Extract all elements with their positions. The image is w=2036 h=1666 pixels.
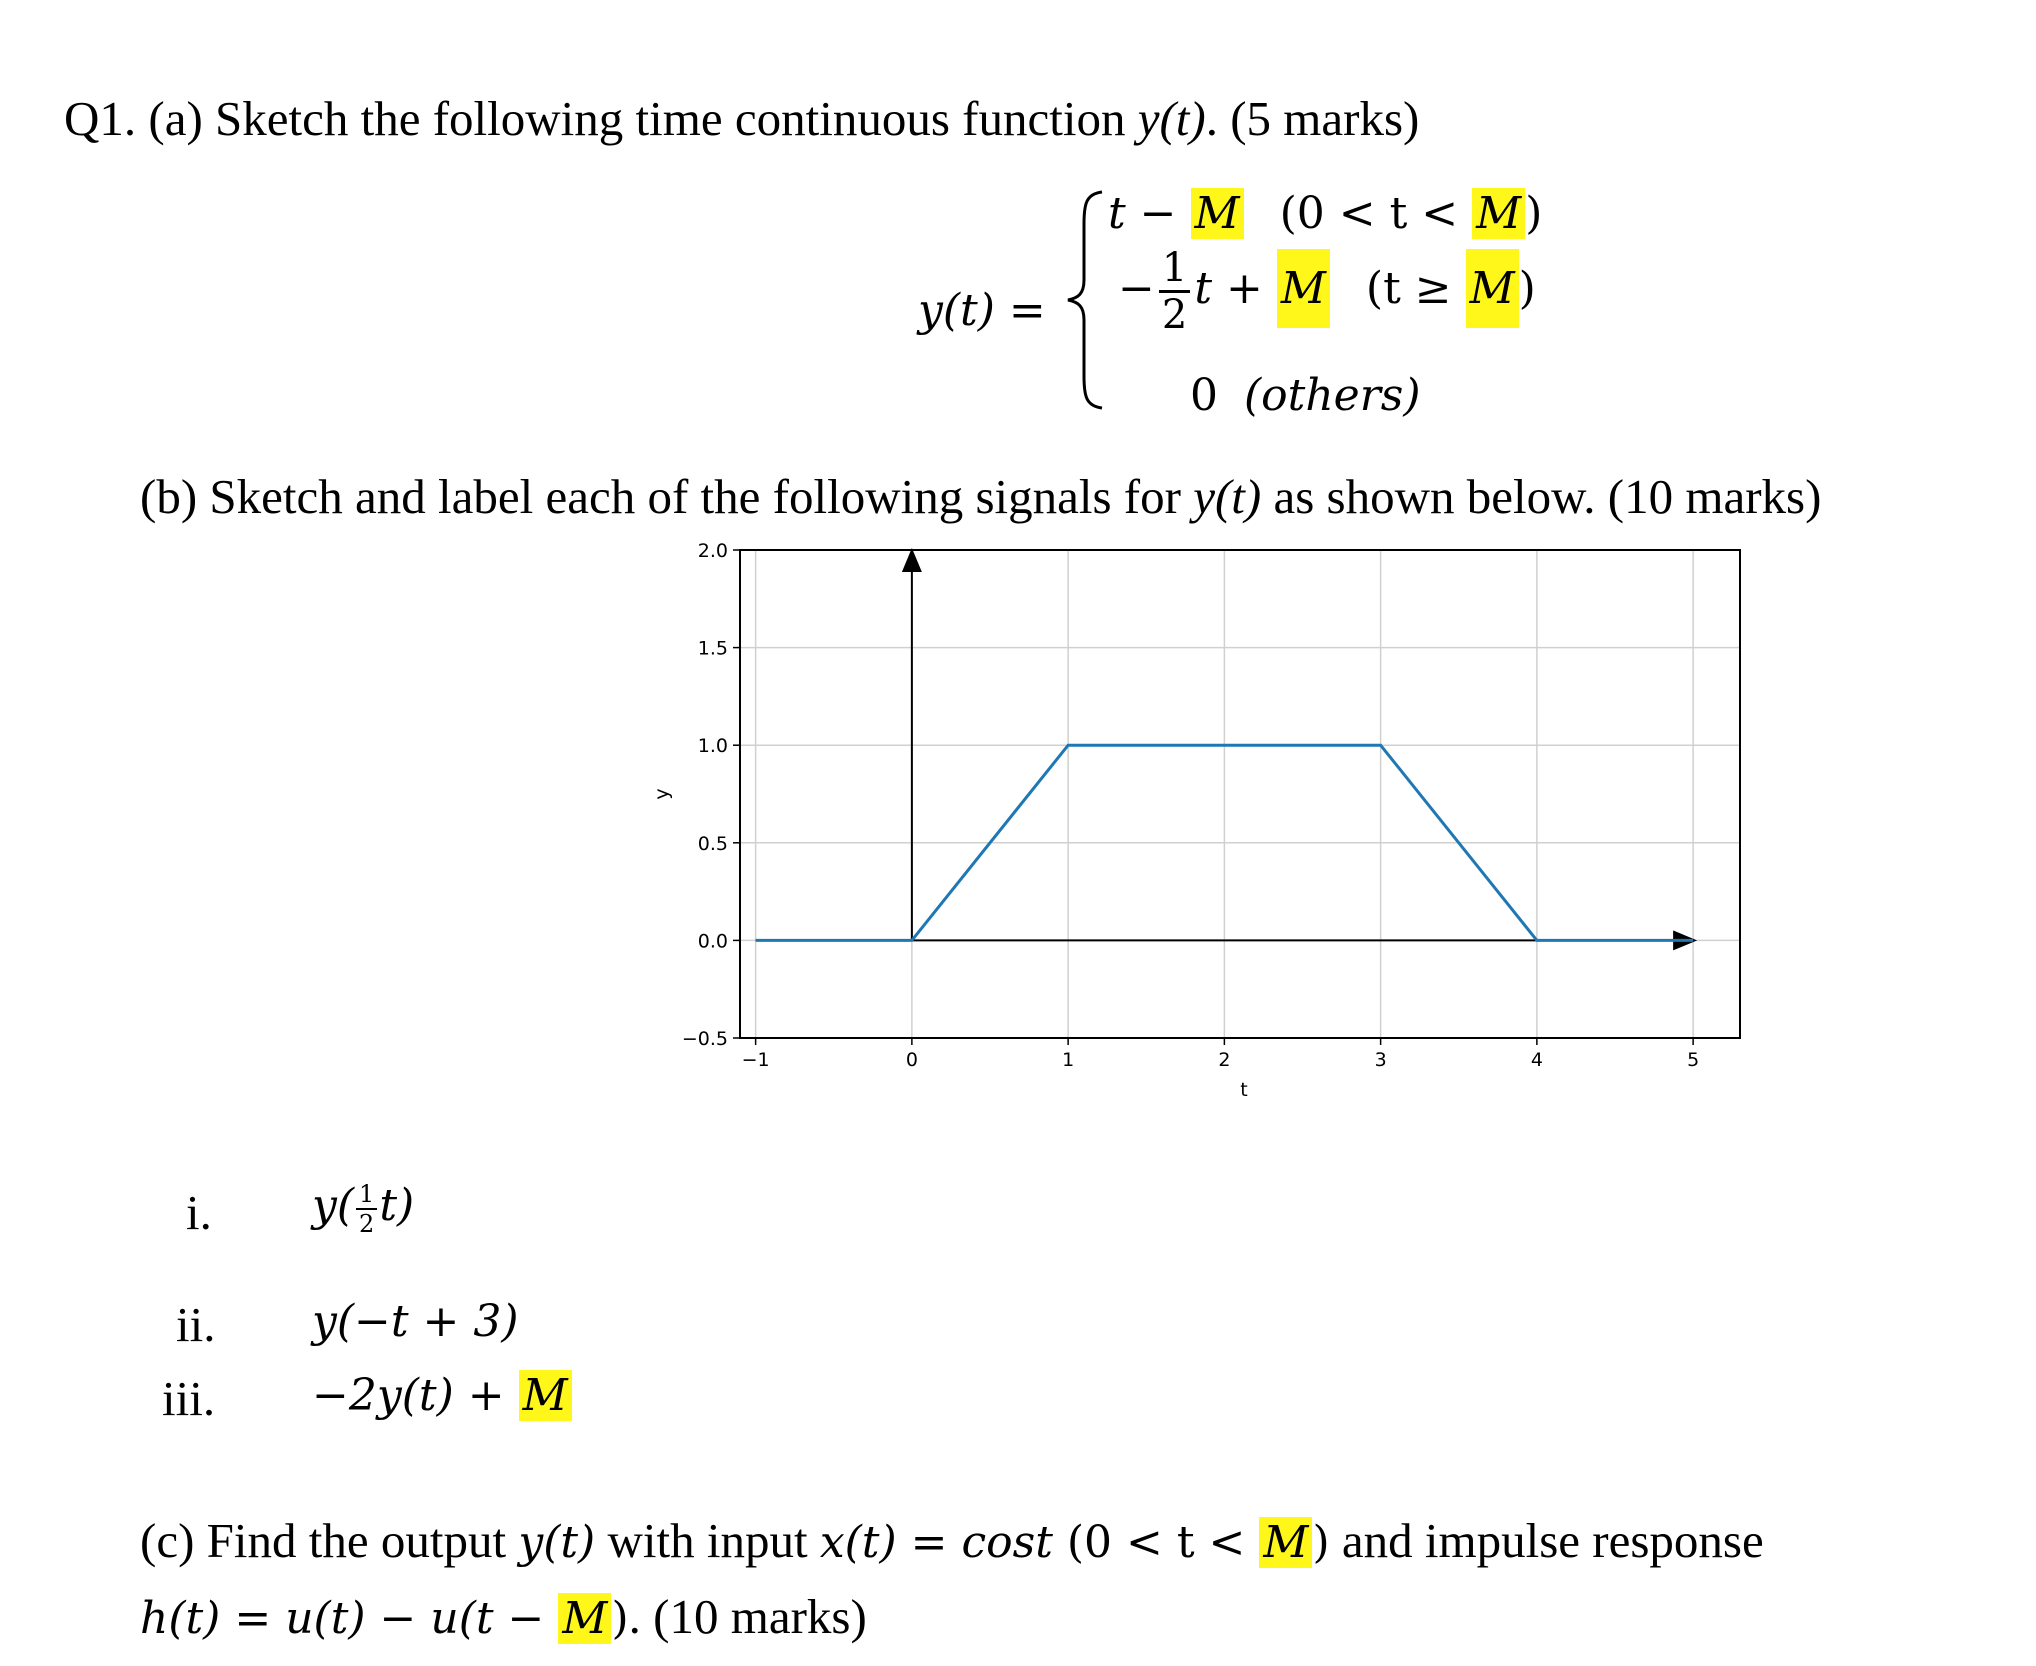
item-roman-2: ii.: [176, 1297, 216, 1352]
q1b-suffix: as shown below. (10 marks): [1261, 469, 1822, 524]
m-highlight: M: [1191, 188, 1244, 239]
piecewise-row-2: − $\frac{1}{2}$ t + M (t ≥ M): [1118, 245, 1536, 338]
x-tick-label: 1: [1062, 1049, 1075, 1071]
ticks: [682, 540, 1699, 1071]
x-tick-label: 0: [905, 1049, 918, 1071]
fraction-one-half: $\frac{1}{2}$: [356, 1182, 377, 1236]
item-roman-3: iii.: [162, 1371, 216, 1426]
q1c-line-1: (c) Find the output y(t) with input x(t) = cost (0 < t < M) and impulse response: [140, 1513, 1764, 1568]
x-tick-label: 4: [1530, 1049, 1543, 1071]
m-highlight: M: [1472, 188, 1525, 239]
left-brace: [1062, 180, 1112, 420]
piecewise-row-3: 0 (others): [1190, 370, 1421, 421]
m-highlight: M: [1277, 249, 1330, 328]
q1c-line-2: h(t) = u(t) − u(t − M). (10 marks): [140, 1589, 867, 1644]
y-tick-label: 1.5: [697, 637, 728, 660]
q1b-fn: y(t): [1193, 469, 1262, 524]
m-highlight: M: [519, 1370, 572, 1421]
item-roman-1: i.: [186, 1185, 212, 1240]
x-tick-label: 2: [1218, 1049, 1231, 1071]
y-tick-label: 0.5: [697, 832, 728, 855]
y-tick-label: −0.5: [681, 1028, 728, 1050]
m-highlight: M: [1466, 249, 1519, 328]
item-expr-1: y( $\frac{1}{2}$ t): [312, 1179, 415, 1238]
y-tick-label: 2.0: [697, 540, 728, 562]
y-axis-label: y: [651, 788, 673, 800]
item-expr-3: −2y(t) + M: [312, 1370, 572, 1421]
q1a-suffix: . (5 marks): [1205, 91, 1420, 146]
m-highlight: M: [558, 1593, 611, 1644]
plot-frame: [740, 550, 1740, 1038]
x-tick-label: 3: [1374, 1049, 1387, 1071]
signal-plot: [600, 530, 1750, 1110]
fraction-one-half: $\frac{1}{2}$: [1159, 248, 1190, 335]
q1a-heading: [64, 90, 1419, 147]
q1b-prefix: (b) Sketch and label each of the following signals for: [140, 469, 1194, 524]
m-highlight: M: [1259, 1517, 1312, 1568]
axes-frame: [740, 550, 1740, 1038]
x-tick-label: 5: [1687, 1049, 1700, 1071]
y-tick-label: 0.0: [697, 930, 728, 953]
q1a-prefix: Q1. (a) Sketch the following time continuous function: [64, 91, 1138, 146]
q1a-fn: y(t): [1137, 91, 1206, 146]
q1b-heading: [140, 468, 1821, 525]
grid: [740, 550, 1740, 1038]
piecewise-row-1: t − M (0 < t < M): [1108, 188, 1543, 239]
x-tick-label: −1: [741, 1049, 770, 1071]
y-tick-label: 1.0: [697, 735, 728, 758]
item-expr-2: y(−t + 3): [312, 1296, 519, 1347]
piecewise-lhs: y(t) =: [918, 285, 1046, 336]
x-axis-label: t: [1240, 1079, 1248, 1101]
